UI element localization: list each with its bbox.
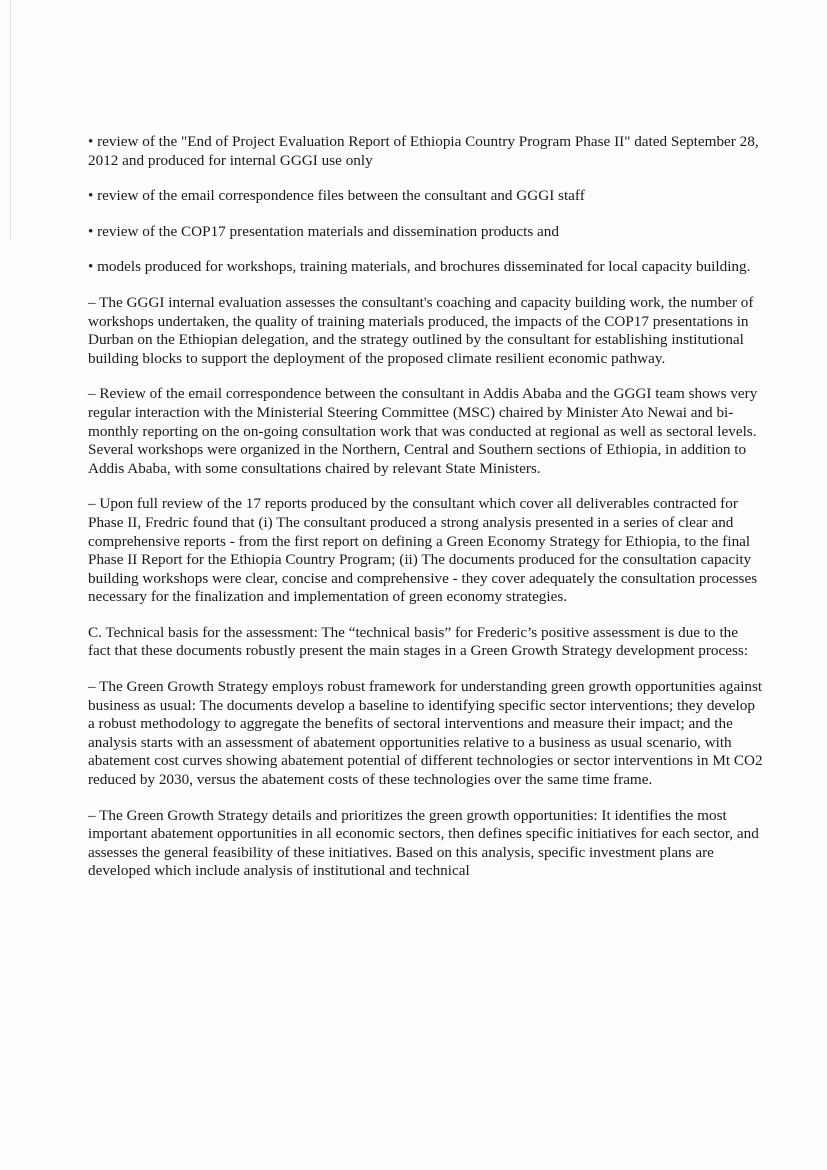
dash-full-review-reports: – Upon full review of the 17 reports produced by the consultant which cover all deliverables contracted for Phase II, Fredric found that (i) The consultant produced a strong analysis presented in a series of clear and comprehensive reports - from the first report on defining a Green Economy Strategy for Ethiopia, to the final Phase II Report for the Ethiopia Country Program; (ii) The documents produced for the consultation capacity building workshops were clear, concise and comprehensive - they cover adequately the consultation processes necessary for the finalization and implementation of green economy strategies. bbox=[88, 495, 758, 606]
bullet-review-evaluation-report: • review of the "End of Project Evaluation Report of Ethiopia Country Program Phase II" dated September 28, 2012 and produced for internal GGGI use only bbox=[88, 133, 759, 169]
dash-email-correspondence: – Review of the email correspondence between the consultant in Addis Ababa and the GGGI team shows very regular interaction with the Ministerial Steering Committee (MSC) chaired by Minister Ato Newai and bi-monthly reporting on the on-going consultation work that was conducted at regional as well as sectoral levels. Several workshops were organized in the Northern, Central and Southern sections of Ethiopia, in addition to Addis Ababa, with some consultations chaired by relevant State Ministers. bbox=[88, 385, 758, 477]
document-body bbox=[88, 133, 764, 897]
scan-edge-line bbox=[10, 0, 11, 240]
bullet-models-workshops: • models produced for workshops, training materials, and brochures disseminated for local capacity building. bbox=[88, 258, 751, 276]
dash-prioritizes-opportunities: – The Green Growth Strategy details and prioritizes the green growth opportunities: It identifies the most important abatement opportunities in all economic sectors, then defines specific initiatives for each sector, and assesses the general feasibility of these initiatives. Based on this analysis, specific investment plans are developed which include analysis of institutional and technical bbox=[88, 806, 759, 880]
dash-robust-framework: – The Green Growth Strategy employs robust framework for understanding green growth opportunities against business as usual: The documents develop a baseline to identifying specific sector interventions; they develop a robust methodology to aggregate the benefits of sectoral interventions and measure their impact; and the analysis starts with an assessment of abatement opportunities relative to a business as usual scenario, with abatement cost curves showing abatement potential of different technologies or sector interventions in Mt CO2 reduced by 2030, versus the abatement costs of these technologies over the same time frame. bbox=[88, 678, 763, 789]
bullet-review-cop17-materials: • review of the COP17 presentation materials and dissemination products and bbox=[88, 222, 559, 240]
section-c-technical-basis: C. Technical basis for the assessment: The “technical basis” for Frederic’s positive assessment is due to the fact that these documents robustly present the main stages in a Green Growth Strategy development process: bbox=[88, 623, 749, 660]
bullet-review-email-files: • review of the email correspondence files between the consultant and GGGI staff bbox=[88, 187, 585, 205]
dash-internal-evaluation: – The GGGI internal evaluation assesses the consultant's coaching and capacity building work, the number of workshops undertaken, the quality of training materials produced, the impacts of the COP17 presentations in Durban on the Ethiopian delegation, and the strategy outlined by the consultant for establishing institutional building blocks to support the deployment of the proposed climate resilient economic pathway. bbox=[88, 293, 754, 367]
